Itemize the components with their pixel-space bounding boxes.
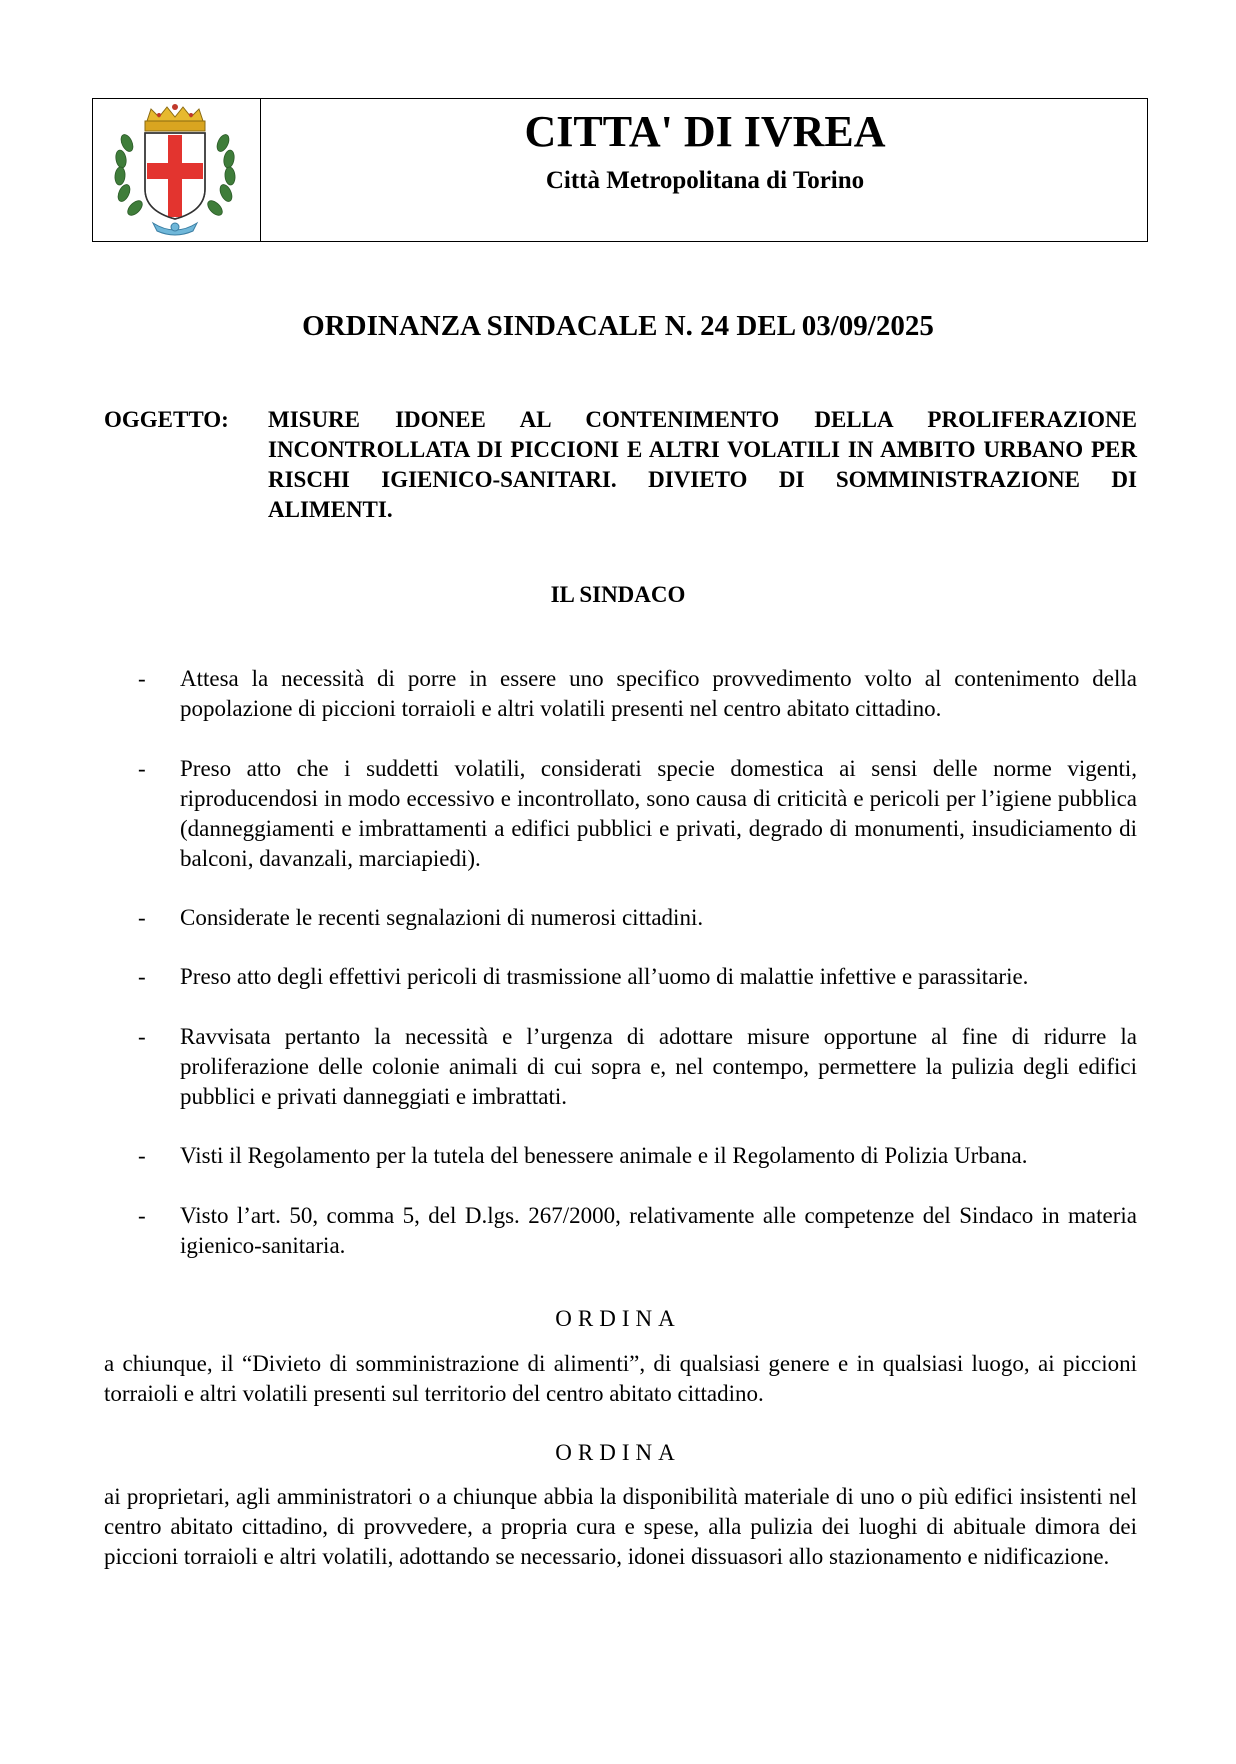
list-item: Visti il Regolamento per la tutela del benessere animale e il Regolamento di Polizia Urbana. bbox=[180, 1143, 1028, 1168]
order-heading: ORDINA bbox=[555, 1440, 681, 1465]
list-bullet: - bbox=[138, 1203, 146, 1228]
list-bullet: - bbox=[138, 1024, 146, 1049]
list-bullet: - bbox=[138, 905, 146, 930]
city-name: CITTA' DI IVREA bbox=[524, 107, 886, 156]
ordinance-title: ORDINANZA SINDACALE N. 24 DEL 03/09/2025 bbox=[302, 310, 934, 342]
list-item: Visto l’art. 50, comma 5, del D.lgs. 267/2000, relativamente alle competenze del Sindaco in materia igienico-sanitaria. bbox=[180, 1203, 1137, 1258]
list-bullet: - bbox=[138, 964, 146, 989]
list-item: Preso atto che i suddetti volatili, considerati specie domestica ai sensi delle norme vigenti, riproducendosi in modo eccessivo e incontrollato, sono causa di criticità e pericoli per l’igiene pubblica (danneggiamenti e imbrattamenti a edifici pubblici e privati, degrado di monumenti, insudiciamento di balconi, davanzali, marciapiedi). bbox=[180, 756, 1137, 871]
ivrea-coat-of-arms-icon bbox=[105, 103, 245, 237]
mayor-heading: IL SINDACO bbox=[550, 582, 686, 607]
order-text: ai proprietari, agli amministratori o a chiunque abbia la disponibilità materiale di uno o più edifici insistenti nel centro abitato cittadino, di provvedere, a propria cura e spese, alla pulizia dei luoghi di abituale dimora dei piccioni torraioli e altri volatili, adottando se necessario, idonei dissuasori allo stazionamento e nidificazione. bbox=[104, 1484, 1137, 1569]
letterhead-divider bbox=[260, 99, 261, 241]
order-text: a chiunque, il “Divieto di somministrazione di alimenti”, di qualsiasi genere e in qualsiasi luogo, ai piccioni torraioli e altri volatili presenti sul territorio del centro abitato cittadino. bbox=[104, 1351, 1137, 1406]
list-item: Considerate le recenti segnalazioni di numerosi cittadini. bbox=[180, 905, 704, 930]
subject-text: MISURE IDONEE AL CONTENIMENTO DELLA PROLIFERAZIONE INCONTROLLATA DI PICCIONI E ALTRI VOLATILI IN AMBITO URBANO PER RISCHI IGIENICO-SANITARI. DIVIETO DI SOMMINISTRAZIONE DI ALIMENTI. bbox=[268, 407, 1137, 522]
list-item: Preso atto degli effettivi pericoli di trasmissione all’uomo di malattie infettive e parassitarie. bbox=[180, 964, 1029, 989]
order-heading: ORDINA bbox=[555, 1306, 681, 1331]
list-bullet: - bbox=[138, 1143, 146, 1168]
list-item: Ravvisata pertanto la necessità e l’urgenza di adottare misure opportune al fine di ridurre la proliferazione delle colonie animali di cui sopra e, nel contempo, permettere la pulizia degli edifici pubblici e privati danneggiati e imbrattati. bbox=[180, 1024, 1137, 1109]
list-bullet: - bbox=[138, 666, 146, 691]
list-bullet: - bbox=[138, 756, 146, 781]
list-item: Attesa la necessità di porre in essere uno specifico provvedimento volto al contenimento della popolazione di piccioni torraioli e altri volatili presenti nel centro abitato cittadino. bbox=[180, 666, 1137, 721]
letterhead bbox=[92, 98, 1148, 242]
subject-label: OGGETTO: bbox=[104, 407, 229, 432]
metropolitan-city-name: Città Metropolitana di Torino bbox=[545, 167, 865, 194]
